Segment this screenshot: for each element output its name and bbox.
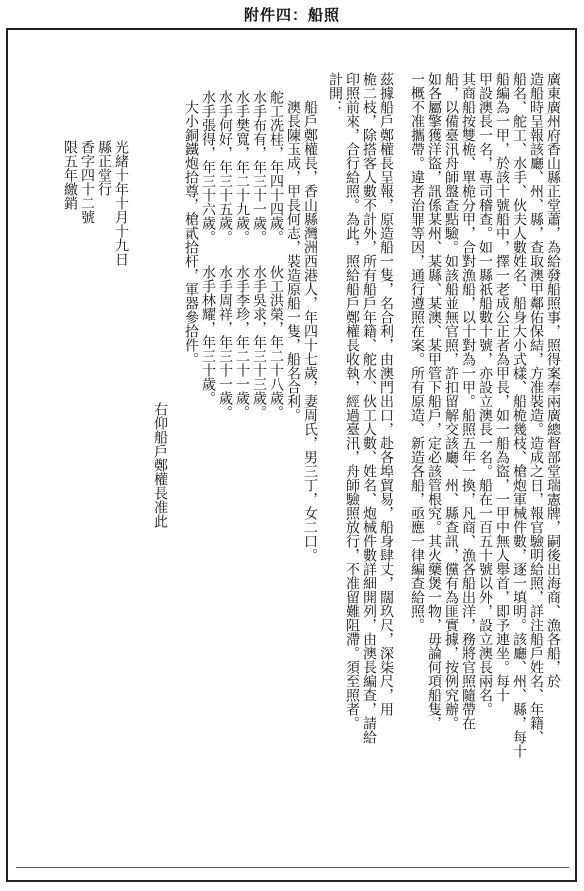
- weapons-line: 大小銅鐵炮拾尊，槍貳拾杆，軍器參拾件。: [183, 100, 199, 366]
- text-column-8: 如各屬擎獲洋盜，訊係某州、某縣、某澳、某甲管下船戶，定必該管根究。其火藥煲一物，毋論何項船隻，: [426, 72, 442, 730]
- crew-line: 水手張得，年三十六歲。 水手林耀，年三十歲。: [200, 90, 216, 405]
- list-heading: 計開：: [327, 72, 343, 114]
- text-column-7: 船，以備臺汛舟師盤查點驗。如該船並無官照，許扣留解交該廳、州、縣查訊，儻有為匪實據，按例究辦。: [443, 72, 459, 730]
- text-column-4: 船編為一甲，於該十號船中，擇一老成公正者為甲長，如一船為盜，一甲中無人舉首，即予連坐。每十: [494, 72, 510, 702]
- owner-line: 船戶鄭權長，香山縣灣洲西港人，年四十七歲，妻周氏，男三丁，女二口。: [302, 100, 318, 562]
- text-column-5: 甲設澳長一名，專司稽查。如一縣祇船數十號，亦設立澳長一名。船在一百五十號以外，設立澳長兩名。: [477, 72, 493, 716]
- instruction-line: 右仰船戶鄭權長准此: [152, 402, 168, 528]
- issuing-office: 縣正堂行: [96, 140, 112, 196]
- issue-date: 光緒十年十月十九日: [113, 140, 129, 266]
- bottom-rule: [16, 867, 569, 868]
- crew-line: 水手布有，年三十一歲。 水手吳求，年三十三歲。: [251, 90, 267, 419]
- license-number: 香字四十二號: [79, 140, 95, 224]
- text-column-3: 船名、舵工、水手、伙夫人數姓名、船身大小式樣、船桅幾枝、槍炮軍械件數，逐一填明。該廳、州、縣，每十: [511, 72, 527, 758]
- text-column-9: 一概不准攜帶。違者治罪等因，通行遵照在案。所有原造、新造各船，亟應一律編查給照。: [409, 72, 425, 632]
- crew-line: 水手樊寬，年二十九歲。 水手李珍，年二十一歲。: [234, 90, 250, 419]
- text-column-2: 造船時呈報該廳、州、縣，查取澳甲鄰佑保結，方准裝造。造成之日，報官驗明給照，詳注船戶姓名、年籍、: [528, 72, 544, 744]
- text-column-6: 其商船按雙桅、單桅分甲，合對漁船，以十對為一甲。船照五年一換，凡商、漁各船出洋，務將官照隨帶在: [460, 72, 476, 730]
- crew-line: 水手何好，年三十五歲。 水手周祥，年三十一歲。: [217, 90, 233, 419]
- text-column-10: 茲據船戶鄭權長呈報，原造船一隻，名合利，由澳門出口，赴各埠貿易，船身肆丈，闊玖尺，深柒尺，用: [378, 72, 394, 716]
- page-title: 附件四：船照: [243, 6, 340, 24]
- crew-line: 舵工冼桂，年四十四歲。 伙工洪榮，年二十八歲。: [268, 90, 284, 419]
- text-column-11: 桅二枝，除搭客人數不計外，所有船戶年籍、舵水、伙工人數、姓名、炮械件數詳細開列，由澳長編查，請給: [361, 72, 377, 744]
- validity-note: 限五年繳銷: [62, 140, 78, 210]
- headman-line: 澳長陳玉成，甲長何志，裝造原船一隻，船名合利。: [285, 100, 301, 422]
- text-column-1: 廣東廣州府香山縣正堂蕭，為給發船照事，照得案奉兩廣總督部堂瑞憲牌，嗣後出海商、漁各船，於: [545, 72, 561, 688]
- text-column-12: 印照前來，合行給照。為此，照給船戶鄭權長收執，經過臺汛，舟師驗照放行，不准留難阻滯。須至照者。: [344, 72, 360, 730]
- ship-license-document: [6, 28, 577, 882]
